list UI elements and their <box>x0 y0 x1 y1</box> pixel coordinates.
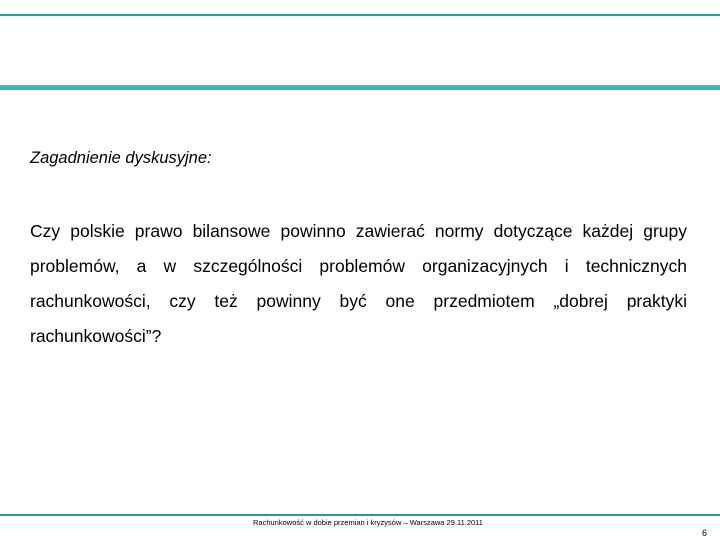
top-divider <box>0 14 720 16</box>
footer-divider <box>0 514 720 516</box>
header-divider <box>0 85 720 90</box>
discussion-question: Czy polskie prawo bilansowe powinno zawierać normy dotyczące każdej grupy problemów, a w szczególności problemów organizacyjnych i technicznych rachunkowości, czy też powinny być one przedmiotem „dobrej praktyki rachunkowości”? <box>30 221 687 346</box>
footer-caption: Rachunkowość w dobie przemian i kryzysów – Warszawa 29.11.2011 <box>253 518 483 527</box>
page-number: 6 <box>702 528 708 538</box>
slide-heading: Zagadnienie dyskusyjne: <box>30 149 212 167</box>
